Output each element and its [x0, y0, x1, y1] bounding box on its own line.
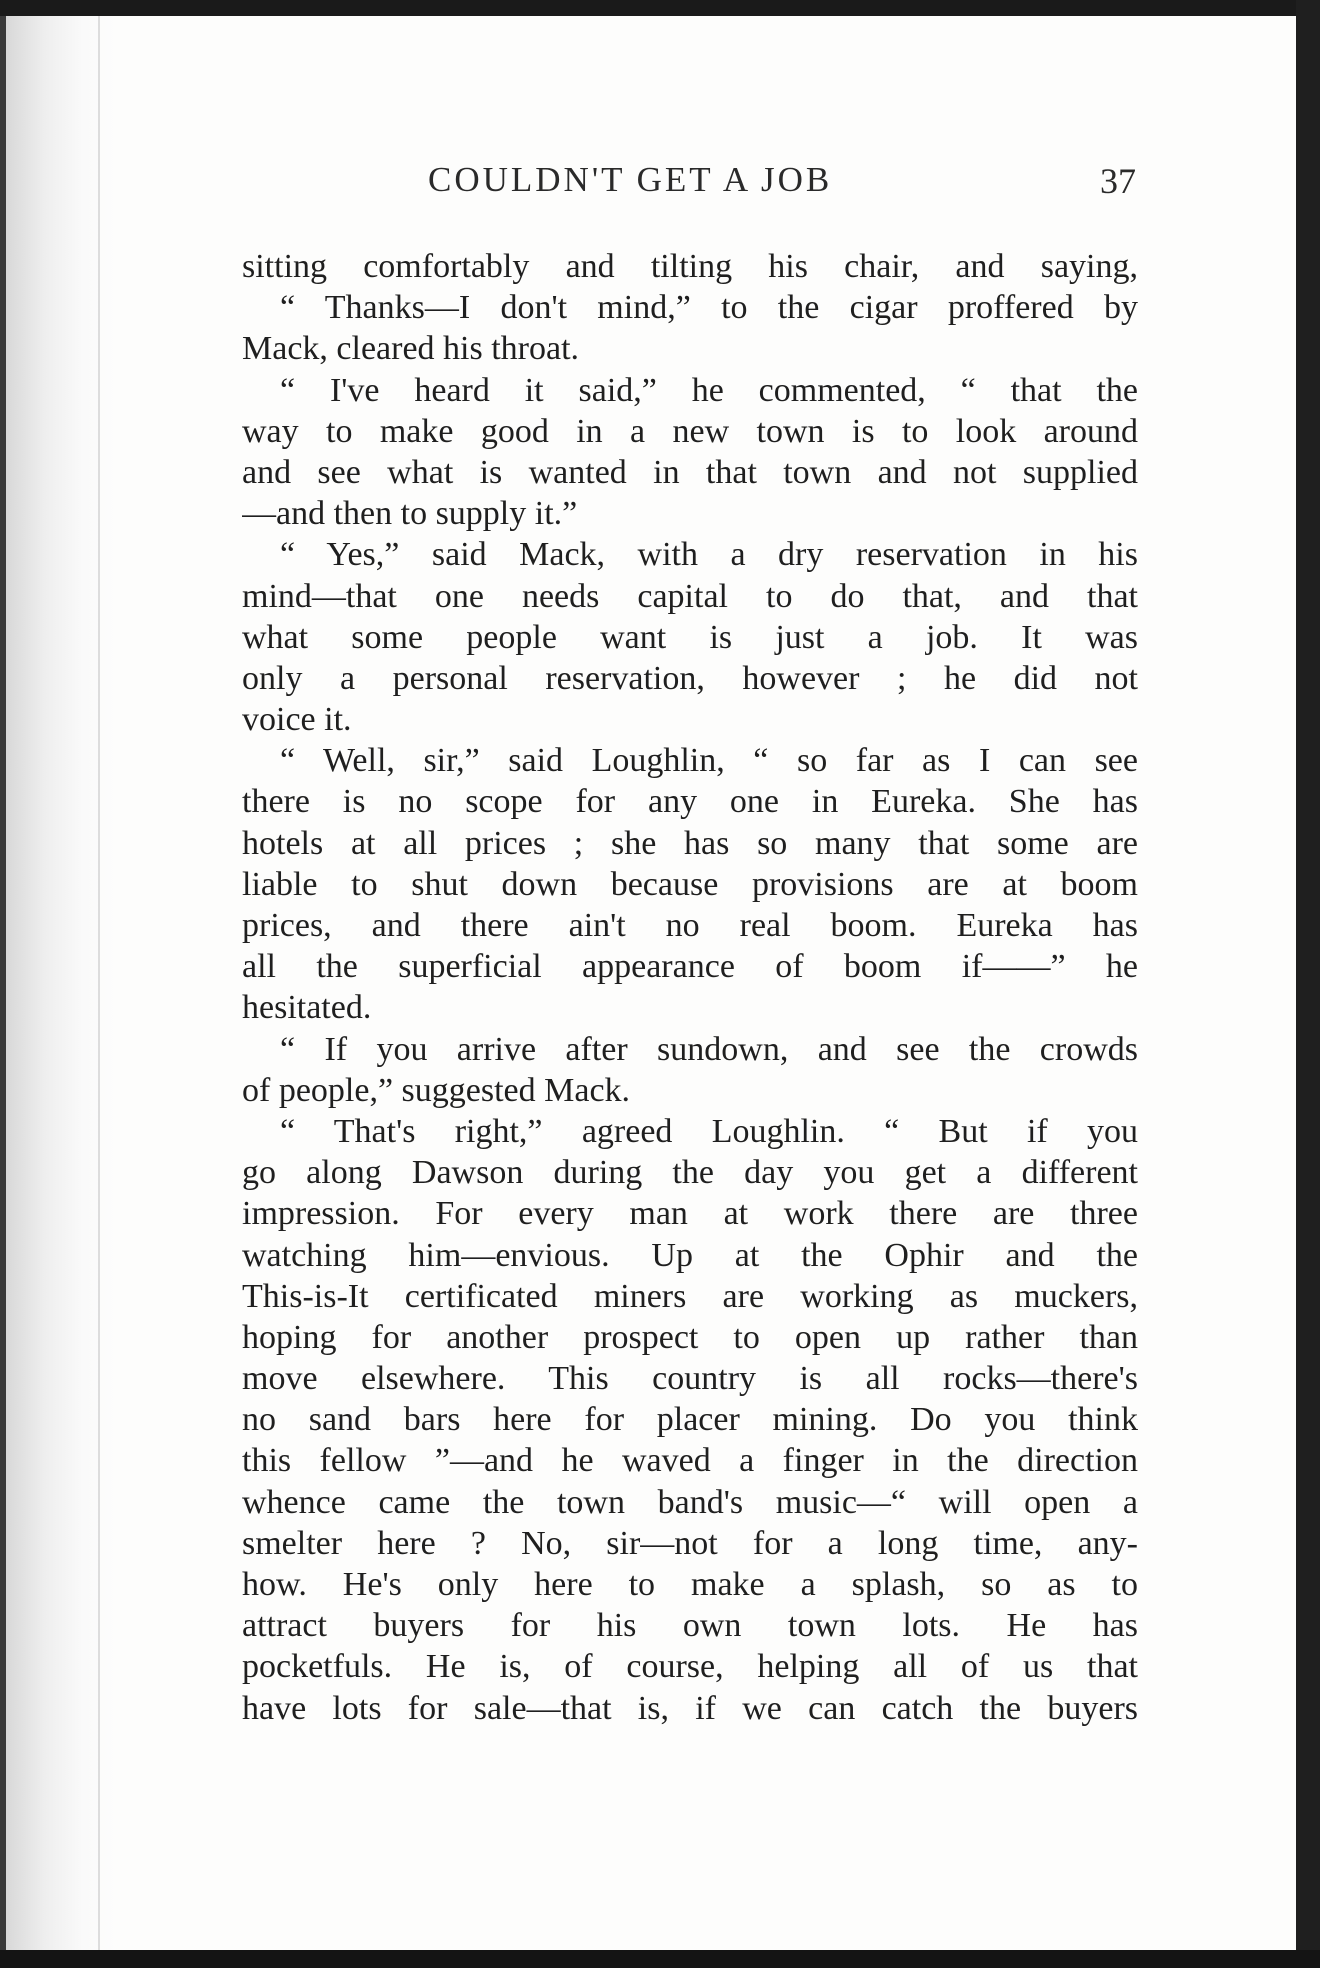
text-line: pocketfuls. He is, of course, helping all of us that: [242, 1648, 1138, 1686]
scan-border-right: [1296, 0, 1320, 1968]
scan-border-bottom: [0, 1950, 1320, 1968]
text-line: Mack, cleared his throat.: [242, 330, 580, 368]
body-text: [242, 246, 1138, 1729]
text-line: prices, and there ain't no real boom. Eureka has: [242, 907, 1138, 944]
text-line: voice it.: [242, 701, 352, 739]
text-line: all the superficial appearance of boom if——” he: [242, 948, 1138, 986]
scan-border-top: [0, 0, 1320, 16]
text-line: way to make good in a new town is to look around: [242, 412, 1138, 450]
text-line: how. He's only here to make a splash, so as to: [242, 1566, 1138, 1603]
text-line: move elsewhere. This country is all rocks—there's: [242, 1360, 1138, 1398]
text-line: smelter here ? No, sir—not for a long time, any-: [242, 1524, 1138, 1562]
page-header: [428, 160, 1136, 220]
text-line: —and then to supply it.”: [242, 495, 578, 533]
text-line: sitting comfortably and tilting his chair, and saying,: [242, 248, 1138, 285]
text-line: impression. For every man at work there are three: [242, 1195, 1138, 1233]
text-line: watching him—envious. Up at the Ophir and the: [242, 1236, 1138, 1274]
text-line: liable to shut down because provisions are at boom: [242, 865, 1138, 903]
text-line: “ Thanks—I don't mind,” to the cigar proffered by: [280, 289, 1138, 327]
text-line: “ Yes,” said Mack, with a dry reservation in his: [280, 536, 1138, 574]
text-line: “ That's right,” agreed Loughlin. “ But if you: [280, 1112, 1138, 1150]
text-line: whence came the town band's music—“ will open a: [242, 1483, 1138, 1521]
text-line: “ Well, sir,” said Loughlin, “ so far as I can see: [280, 742, 1138, 780]
text-line: and see what is wanted in that town and not supplied: [242, 453, 1138, 491]
text-line: what some people want is just a job. It was: [242, 618, 1138, 656]
text-line: this fellow ”—and he waved a finger in the direction: [242, 1442, 1138, 1480]
text-line: hoping for another prospect to open up rather than: [242, 1318, 1138, 1356]
text-line: there is no scope for any one in Eureka. She has: [242, 783, 1138, 821]
running-head: COULDN'T GET A JOB: [428, 160, 833, 199]
text-line: attract buyers for his own town lots. He has: [242, 1607, 1138, 1645]
text-line: of people,” suggested Mack.: [242, 1071, 631, 1109]
text-line: hesitated.: [242, 989, 372, 1027]
text-line: “ If you arrive after sundown, and see the crowds: [280, 1030, 1138, 1068]
text-line: This-is-It certificated miners are working as muckers,: [242, 1277, 1138, 1315]
text-line: mind—that one needs capital to do that, and that: [242, 577, 1138, 615]
text-line: have lots for sale—that is, if we can catch the buyers: [242, 1689, 1138, 1727]
text-line: no sand bars here for placer mining. Do you think: [242, 1401, 1138, 1439]
text-line: “ I've heard it said,” he commented, “ that the: [280, 371, 1138, 409]
gutter-line: [98, 16, 100, 1950]
text-line: hotels at all prices ; she has so many that some are: [242, 824, 1138, 862]
text-line: go along Dawson during the day you get a different: [242, 1154, 1138, 1192]
page-number: 37: [1100, 161, 1136, 201]
text-line: only a personal reservation, however ; he did not: [242, 659, 1138, 697]
